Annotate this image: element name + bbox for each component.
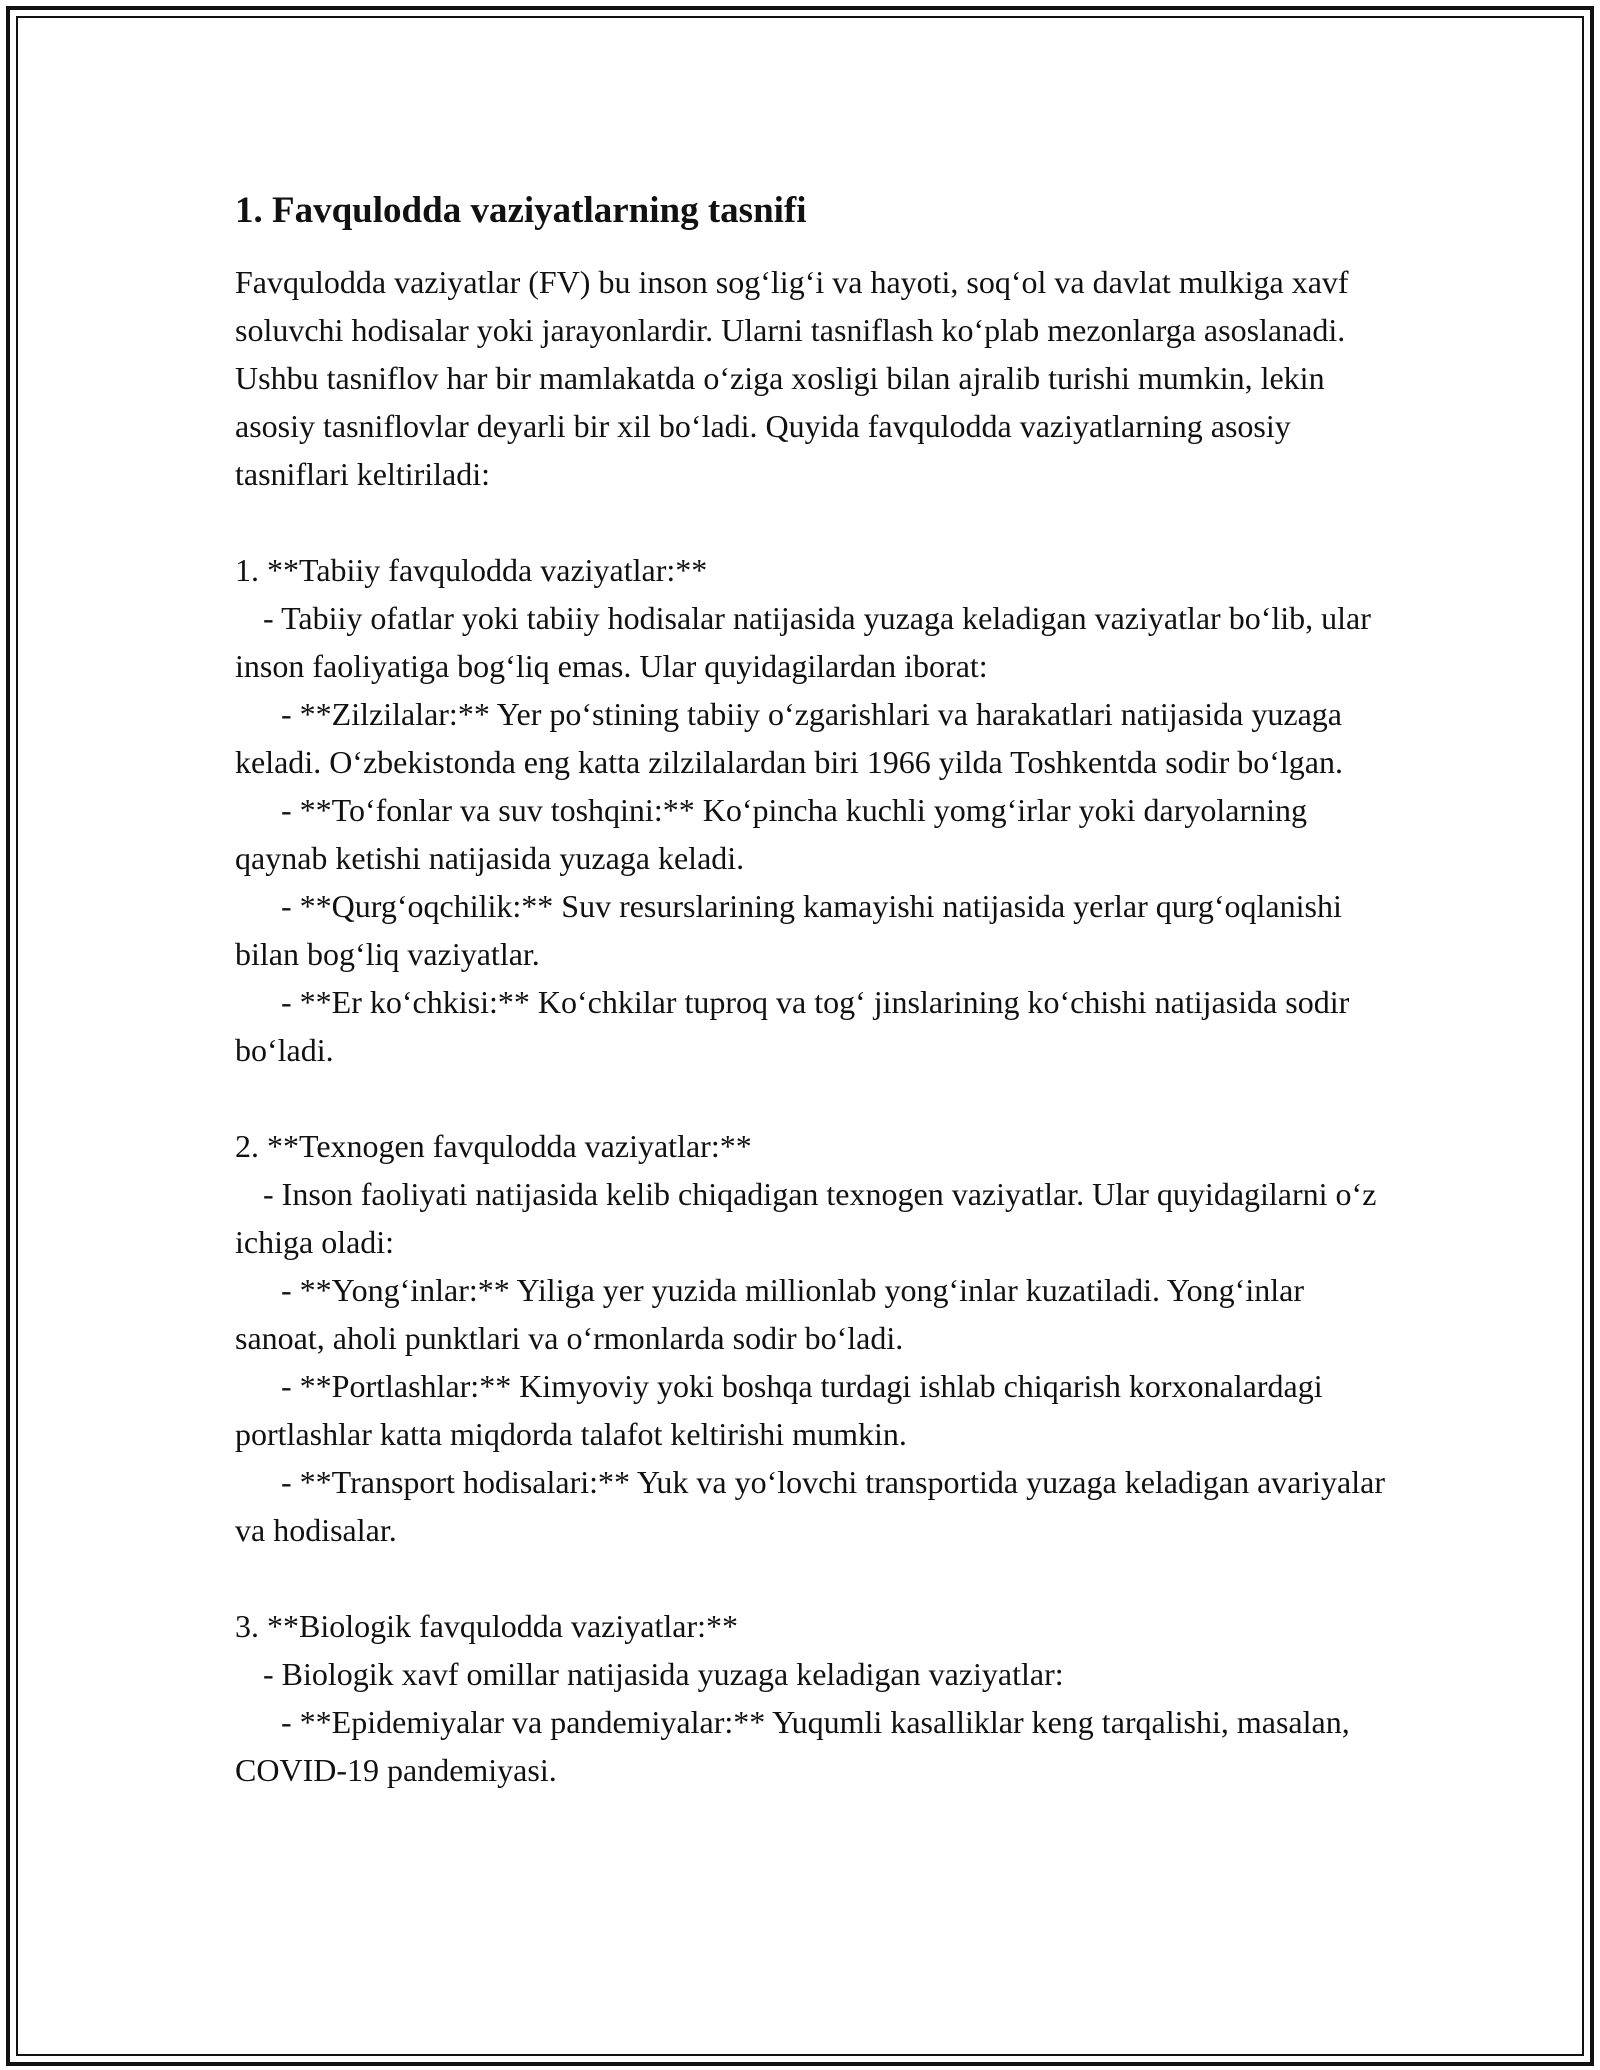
document-body (235, 186, 1385, 1794)
section-description: - Tabiiy ofatlar yoki tabiiy hodisalar natijasida yuzaga keladigan vaziyatlar bo‘lib, ular inson faoliyatiga bog‘liq emas. Ular quyidagilardan iborat: (235, 600, 1371, 684)
section-description: - Inson faoliyati natijasida kelib chiqadigan texnogen vaziyatlar. Ular quyidagilarni o‘z ichiga oladi: (235, 1176, 1377, 1260)
list-item: - **Er ko‘chkisi:** Ko‘chkilar tuproq va tog‘ jinslarining ko‘chishi natijasida sodir bo‘ladi. (235, 984, 1350, 1068)
intro-paragraph: Favqulodda vaziyatlar (FV) bu inson sog‘lig‘i va hayoti, soq‘ol va davlat mulkiga xavf soluvchi hodisalar yoki jarayonlardir. Ularni tasniflash ko‘plab mezonlarga asoslanadi. Ushbu tasniflov har bir mamlakatda o‘ziga xosligi bilan ajralib turishi mumkin, lekin asosiy tasniflovlar deyarli bir xil bo‘ladi. Quyida favqulodda vaziyatlarning asosiy tasniflari keltiriladi: (235, 264, 1349, 492)
list-item: - **Epidemiyalar va pandemiyalar:** Yuqumli kasalliklar keng tarqalishi, masalan, COVID-19 pandemiyasi. (235, 1704, 1350, 1788)
section-description: - Biologik xavf omillar natijasida yuzaga keladigan vaziyatlar: (263, 1656, 1064, 1692)
list-item: - **Qurg‘oqchilik:** Suv resurslarining kamayishi natijasida yerlar qurg‘oqlanishi bilan bog‘liq vaziyatlar. (235, 888, 1342, 972)
list-item: - **Yong‘inlar:** Yiliga yer yuzida millionlab yong‘inlar kuzatiladi. Yong‘inlar sanoat, aholi punktlari va o‘rmonlarda sodir bo‘ladi. (235, 1272, 1304, 1356)
section-biological (235, 1602, 1385, 1794)
section-technogenic (235, 1122, 1385, 1554)
list-item: - **To‘fonlar va suv toshqini:** Ko‘pincha kuchli yomg‘irlar yoki daryolarning qaynab ketishi natijasida yuzaga keladi. (235, 792, 1307, 876)
list-item: - **Portlashlar:** Kimyoviy yoki boshqa turdagi ishlab chiqarish korxonalardagi portlashlar katta miqdorda talafot keltirishi mumkin. (235, 1368, 1323, 1452)
list-item: - **Transport hodisalari:** Yuk va yo‘lovchi transportida yuzaga keladigan avariyalar va hodisalar. (235, 1464, 1385, 1548)
section-title: 2. **Texnogen favqulodda vaziyatlar:** (235, 1128, 752, 1164)
section-natural (235, 546, 1385, 1074)
page-title: 1. Favqulodda vaziyatlarning tasnifi (235, 190, 807, 231)
spacer (235, 1074, 1385, 1122)
spacer (235, 498, 1385, 546)
list-item: - **Zilzilalar:** Yer po‘stining tabiiy o‘zgarishlari va harakatlari natijasida yuzaga keladi. O‘zbekistonda eng katta zilzilalardan biri 1966 yilda Toshkentda sodir bo‘lgan. (235, 696, 1343, 780)
section-title: 1. **Tabiiy favqulodda vaziyatlar:** (235, 552, 708, 588)
spacer (235, 1554, 1385, 1602)
section-title: 3. **Biologik favqulodda vaziyatlar:** (235, 1608, 738, 1644)
